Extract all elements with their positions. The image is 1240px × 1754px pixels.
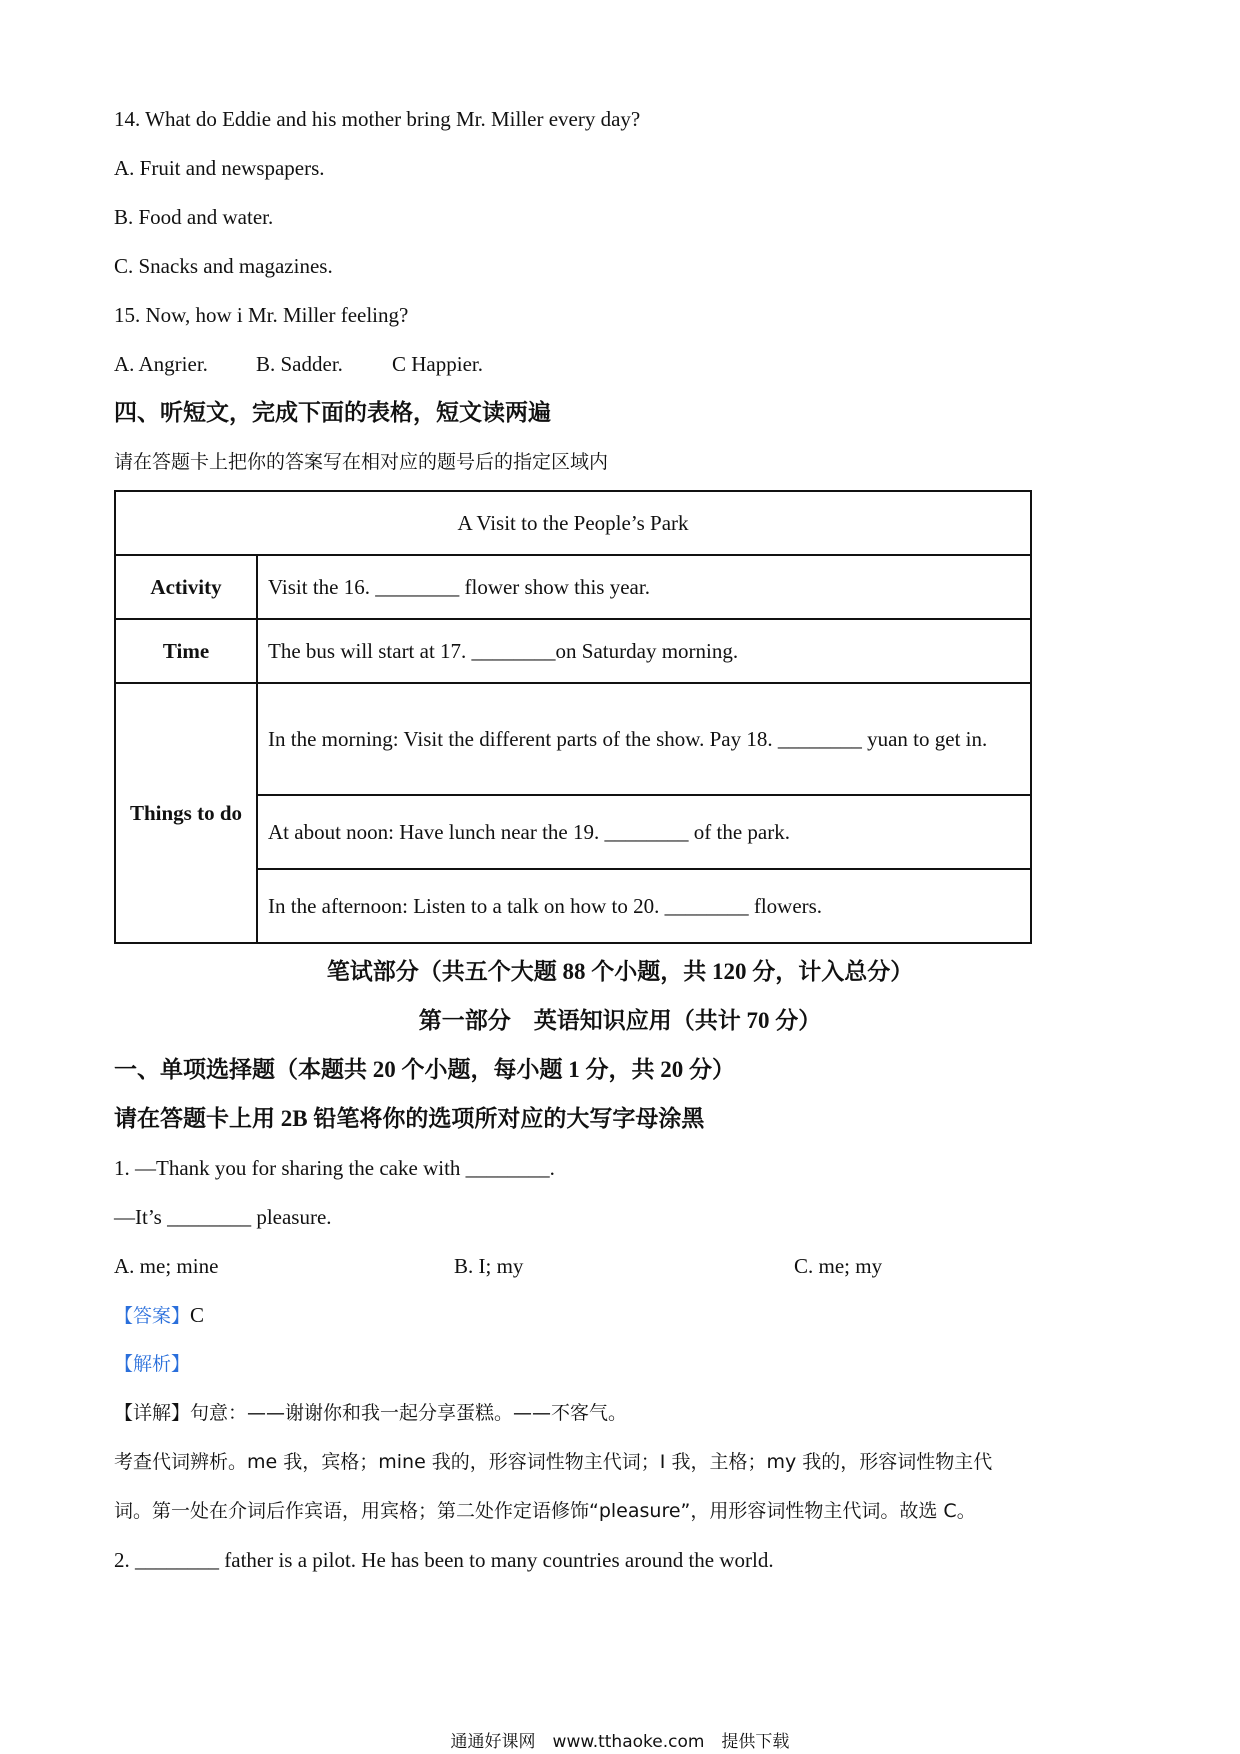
section1-heading: 一、单项选择题（本题共 20 个小题，每小题 1 分，共 20 分） — [114, 1057, 735, 1082]
time-label: Time — [115, 619, 257, 683]
activity-label: Activity — [115, 555, 257, 619]
section4-instruction: 请在答题卡上把你的答案写在相对应的题号后的指定区域内 — [114, 451, 609, 473]
answer-tag: 【答案】 — [114, 1305, 191, 1327]
table-title: A Visit to the People’s Park — [115, 491, 1031, 555]
things-morning: In the morning: Visit the different parts of the show. Pay 18. ________ yuan to get in. — [257, 683, 1031, 795]
section1-instruction: 请在答题卡上用 2B 铅笔将你的选项所对应的大写字母涂黑 — [114, 1106, 705, 1131]
q1-line1: 1. —Thank you for sharing the cake with ________. — [114, 1156, 555, 1180]
q1-explain-1: 考查代词辨析。me 我，宾格；mine 我的，形容词性物主代词；I 我，主格；my 我的，形容词性物主代 — [114, 1451, 993, 1473]
q1-options — [114, 1251, 882, 1281]
q14-option-c: C. Snacks and magazines. — [114, 254, 333, 278]
q14-option-b: B. Food and water. — [114, 205, 274, 229]
q15-options — [114, 349, 483, 379]
q1-answer — [114, 1300, 204, 1331]
answer-value: C — [190, 1303, 205, 1327]
q14-option-a: A. Fruit and newspapers. — [114, 156, 325, 180]
things-noon: At about noon: Have lunch near the 19. ________ of the park. — [257, 795, 1031, 869]
q15-option-a: A. Angrier. — [114, 352, 208, 376]
page-footer: 通通好课网 www.tthaoke.com 提供下载 — [450, 1732, 790, 1752]
part1-title: 第一部分 英语知识应用（共计 70 分） — [418, 1008, 822, 1033]
q1-explain-2: 词。第一处在介词后作宾语，用宾格；第二处作定语修饰“pleasure”，用形容词性物主代词。故选 C。 — [114, 1500, 976, 1522]
q1-option-a: A. me; mine — [114, 1254, 219, 1278]
q1-line2: —It’s ________ pleasure. — [114, 1205, 332, 1229]
analysis-tag: 【解析】 — [114, 1353, 191, 1375]
q15-option-b: B. Sadder. — [256, 352, 343, 376]
activity-text: Visit the 16. ________ flower show this year. — [257, 555, 1031, 619]
things-label: Things to do — [115, 683, 257, 943]
q2-question: 2. ________ father is a pilot. He has been to many countries around the world. — [114, 1548, 774, 1572]
time-text: The bus will start at 17. ________on Saturday morning. — [257, 619, 1031, 683]
q1-option-b: B. I; my — [454, 1254, 524, 1278]
written-title: 笔试部分（共五个大题 88 个小题，共 120 分，计入总分） — [326, 959, 914, 984]
q1-detail: 【详解】句意：——谢谢你和我一起分享蛋糕。——不客气。 — [114, 1402, 628, 1424]
things-afternoon: In the afternoon: Listen to a talk on how to 20. ________ flowers. — [257, 869, 1031, 943]
q1-option-c: C. me; my — [794, 1254, 883, 1278]
section4-heading: 四、听短文，完成下面的表格，短文读两遍 — [114, 400, 551, 425]
q15-question: 15. Now, how i Mr. Miller feeling? — [114, 303, 409, 327]
q15-option-c: C Happier. — [392, 352, 483, 376]
listening-table — [114, 490, 1032, 944]
q14-question: 14. What do Eddie and his mother bring Mr. Miller every day? — [114, 107, 641, 131]
